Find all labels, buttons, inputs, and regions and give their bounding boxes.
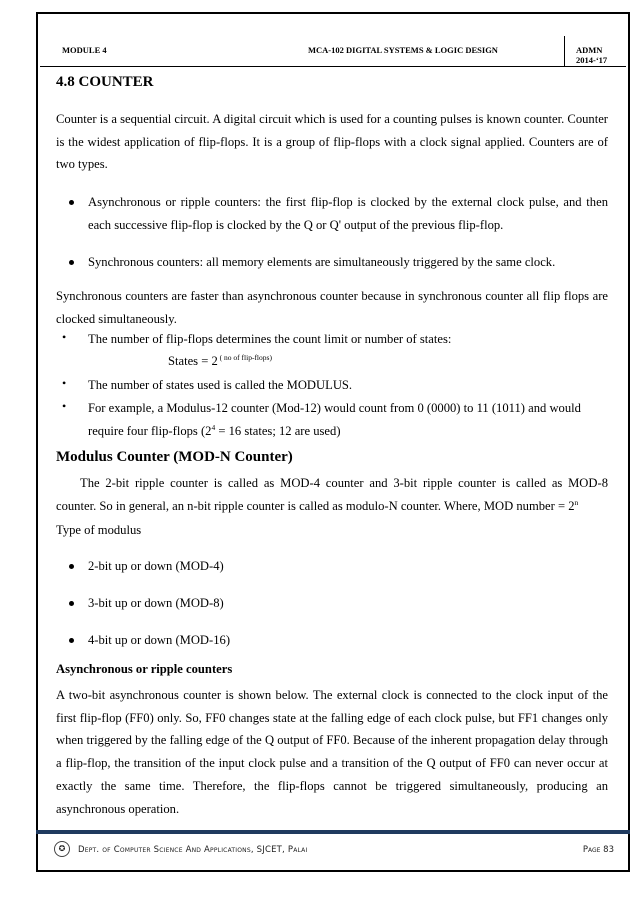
intro-paragraph: Counter is a sequential circuit. A digital circuit which is used for a counting pulses is known counter. Counter is the widest application of flip-flops. It is a group of flip-flops with a clock signal applied. Counters are of two types. (56, 112, 608, 172)
department-label: Dept. of Computer Science And Applications, SJCET, Palai (78, 845, 308, 855)
states-formula (168, 350, 272, 373)
modulus-item: 2-bit up or down (MOD-4) (88, 559, 224, 573)
module-label: MODULE 4 (62, 45, 107, 55)
bullet-dot (69, 564, 74, 569)
example-text-b: = 16 states; 12 are used) (215, 424, 341, 438)
note-modulus: The number of states used is called the MODULUS. (88, 378, 353, 392)
course-label: MCA-102 DIGITAL SYSTEMS & LOGIC DESIGN (308, 45, 498, 55)
bullet-dot (69, 638, 74, 643)
modn-text: The 2-bit ripple counter is called as MOD-4 counter and 3-bit ripple counter is called as MOD-8 counter. So in general, an n-bit ripple counter is called as modulo-N counter. Where, MOD number = 2 (56, 476, 608, 513)
async-title: Asynchronous or ripple counters (56, 662, 233, 676)
type-sync: Synchronous counters: all memory elements are simultaneously triggered by the same clock. (88, 255, 556, 269)
note-example-cont (88, 420, 341, 443)
async-paragraph: A two-bit asynchronous counter is shown below. The external clock is connected to the clock input of the first flip-flop (FF0) only. So, FF0 changes state at the falling edge of each clock pulse, but FF1 changes only when triggered by the falling edge of the Q output of FF0. Because of the inherent propagation delay through a flip-flop, the transition of the input clock pulse and a transition of the Q output of FF0 can never occur at exactly the same time. Therefore, the flip-flops cannot be triggered simultaneously, producing an asynchronous operation. (56, 688, 608, 816)
modn-paragraph (56, 472, 608, 517)
note-example: For example, a Modulus-12 counter (Mod-12) would count from 0 (0000) to 11 (1011) and would (88, 401, 581, 415)
bullet-dot (69, 260, 74, 265)
sync-note: Synchronous counters are faster than asynchronous counter because in synchronous counter all flip flops are clocked simultaneously. (56, 289, 608, 326)
bullet-mark: • (62, 399, 67, 413)
bullet-dot (69, 601, 74, 606)
page-header (40, 36, 626, 67)
modn-title: Modulus Counter (MOD-N Counter) (56, 449, 293, 465)
states-formula-exp: ( no of flip-flops) (217, 352, 272, 362)
college-logo-icon: ✪ (54, 841, 70, 857)
page-number: Page 83 (582, 845, 614, 855)
example-text-a: require four flip-flops (2 (88, 424, 212, 438)
modn-exp: n (574, 497, 579, 507)
admn-label: ADMN 2014-‘17 (576, 45, 608, 65)
modulus-item: 4-bit up or down (MOD-16) (88, 633, 231, 647)
note-flipflops: The number of flip-flops determines the count limit or number of states: (88, 332, 452, 346)
page-footer (40, 838, 626, 866)
footer-rule (36, 830, 630, 834)
section-title: 4.8 COUNTER (56, 74, 154, 90)
type-async: Asynchronous or ripple counters: the first flip-flop is clocked by the external clock pulse, and then each successive flip-flop is clocked by the Q or Q' output of the previous flip-flop. (88, 195, 608, 232)
bullet-mark: • (62, 330, 67, 344)
states-formula-base: States = 2 (168, 354, 218, 368)
bullet-mark: • (62, 376, 67, 390)
example-exp: 4 (211, 422, 216, 432)
bullet-dot (69, 200, 74, 205)
modulus-type-label: Type of modulus (56, 523, 142, 537)
header-divider (564, 36, 565, 66)
modulus-item: 3-bit up or down (MOD-8) (88, 596, 224, 610)
